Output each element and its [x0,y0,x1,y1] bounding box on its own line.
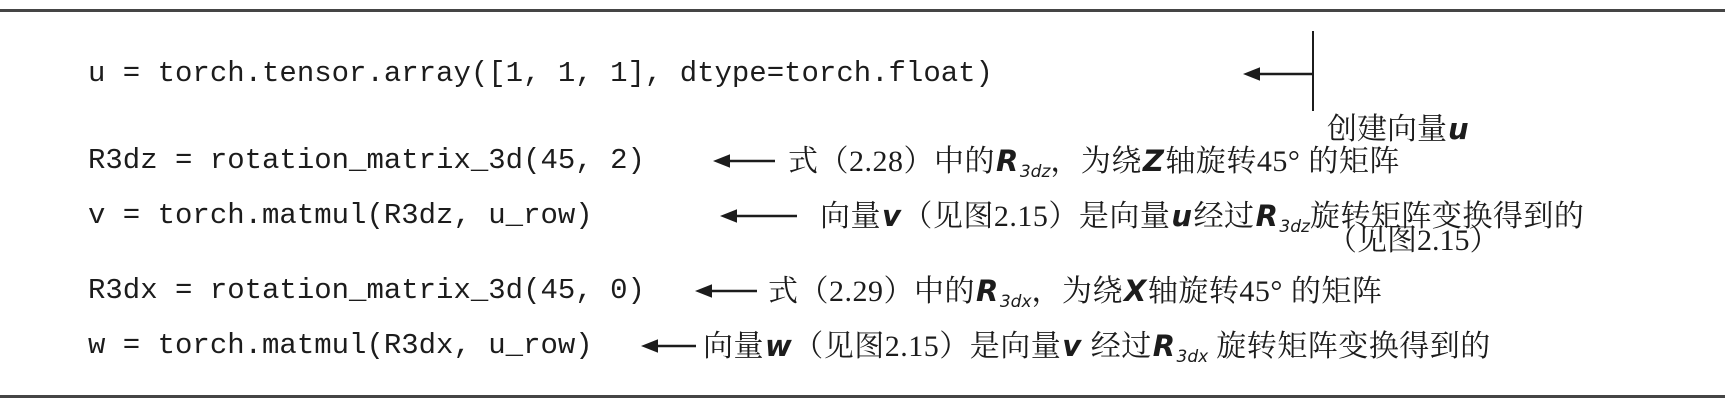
annotation-line-4: 式（2.29）中的$R_{3dx}$，为绕X轴旋转45° 的矩阵 [768,274,1383,312]
top-border [0,9,1725,12]
annotation-divider [1312,31,1314,111]
code-line-4: R3dx = rotation_matrix_3d(45, 0) [88,274,645,307]
code-line-1: u = torch.tensor.array([1, 1, 1], dtype=torch.float) [88,57,993,90]
left-arrow-icon [641,338,696,354]
math-variable: R [1152,329,1176,363]
annotation-line-3: 向量v（见图2.15）是向量u经过$R_{3dz}$旋转矩阵变换得到的 [820,199,1585,237]
annotation-line-5: 向量w（见图2.15）是向量v 经过$R_{3dx}$ 旋转矩阵变换得到的 [703,329,1491,367]
annotation-line-2: 式（2.28）中的$R_{3dz}$，为绕Z轴旋转45° 的矩阵 [788,144,1400,182]
annotation-row: 创建向量u [1327,112,1469,146]
math-variable: R [996,144,1019,178]
left-arrow-icon [695,283,757,299]
math-subscript: 3dz [1279,217,1310,237]
bottom-border [0,395,1725,398]
math-variable: u [1171,199,1193,233]
math-variable: R [1255,199,1279,233]
math-variable: u [1448,112,1469,146]
math-subscript: 3dx [1176,347,1209,367]
left-arrow-icon [1243,66,1313,82]
math-variable: X [1124,274,1147,308]
code-line-3: v = torch.matmul(R3dz, u_row) [88,199,593,232]
code-line-5: w = torch.matmul(R3dx, u_row) [88,329,593,362]
left-arrow-icon [713,153,775,169]
math-subscript: 3dz [1019,162,1051,182]
math-variable: v [1062,329,1082,363]
code-line-2: R3dz = rotation_matrix_3d(45, 2) [88,144,645,177]
math-variable: Z [1142,144,1165,178]
left-arrow-icon [720,208,797,224]
math-variable: w [765,329,793,363]
math-subscript: 3dx [999,292,1032,312]
math-variable: v [882,199,902,233]
math-variable: R [976,274,999,308]
annotation-row: （见图2.15） [1327,224,1500,257]
